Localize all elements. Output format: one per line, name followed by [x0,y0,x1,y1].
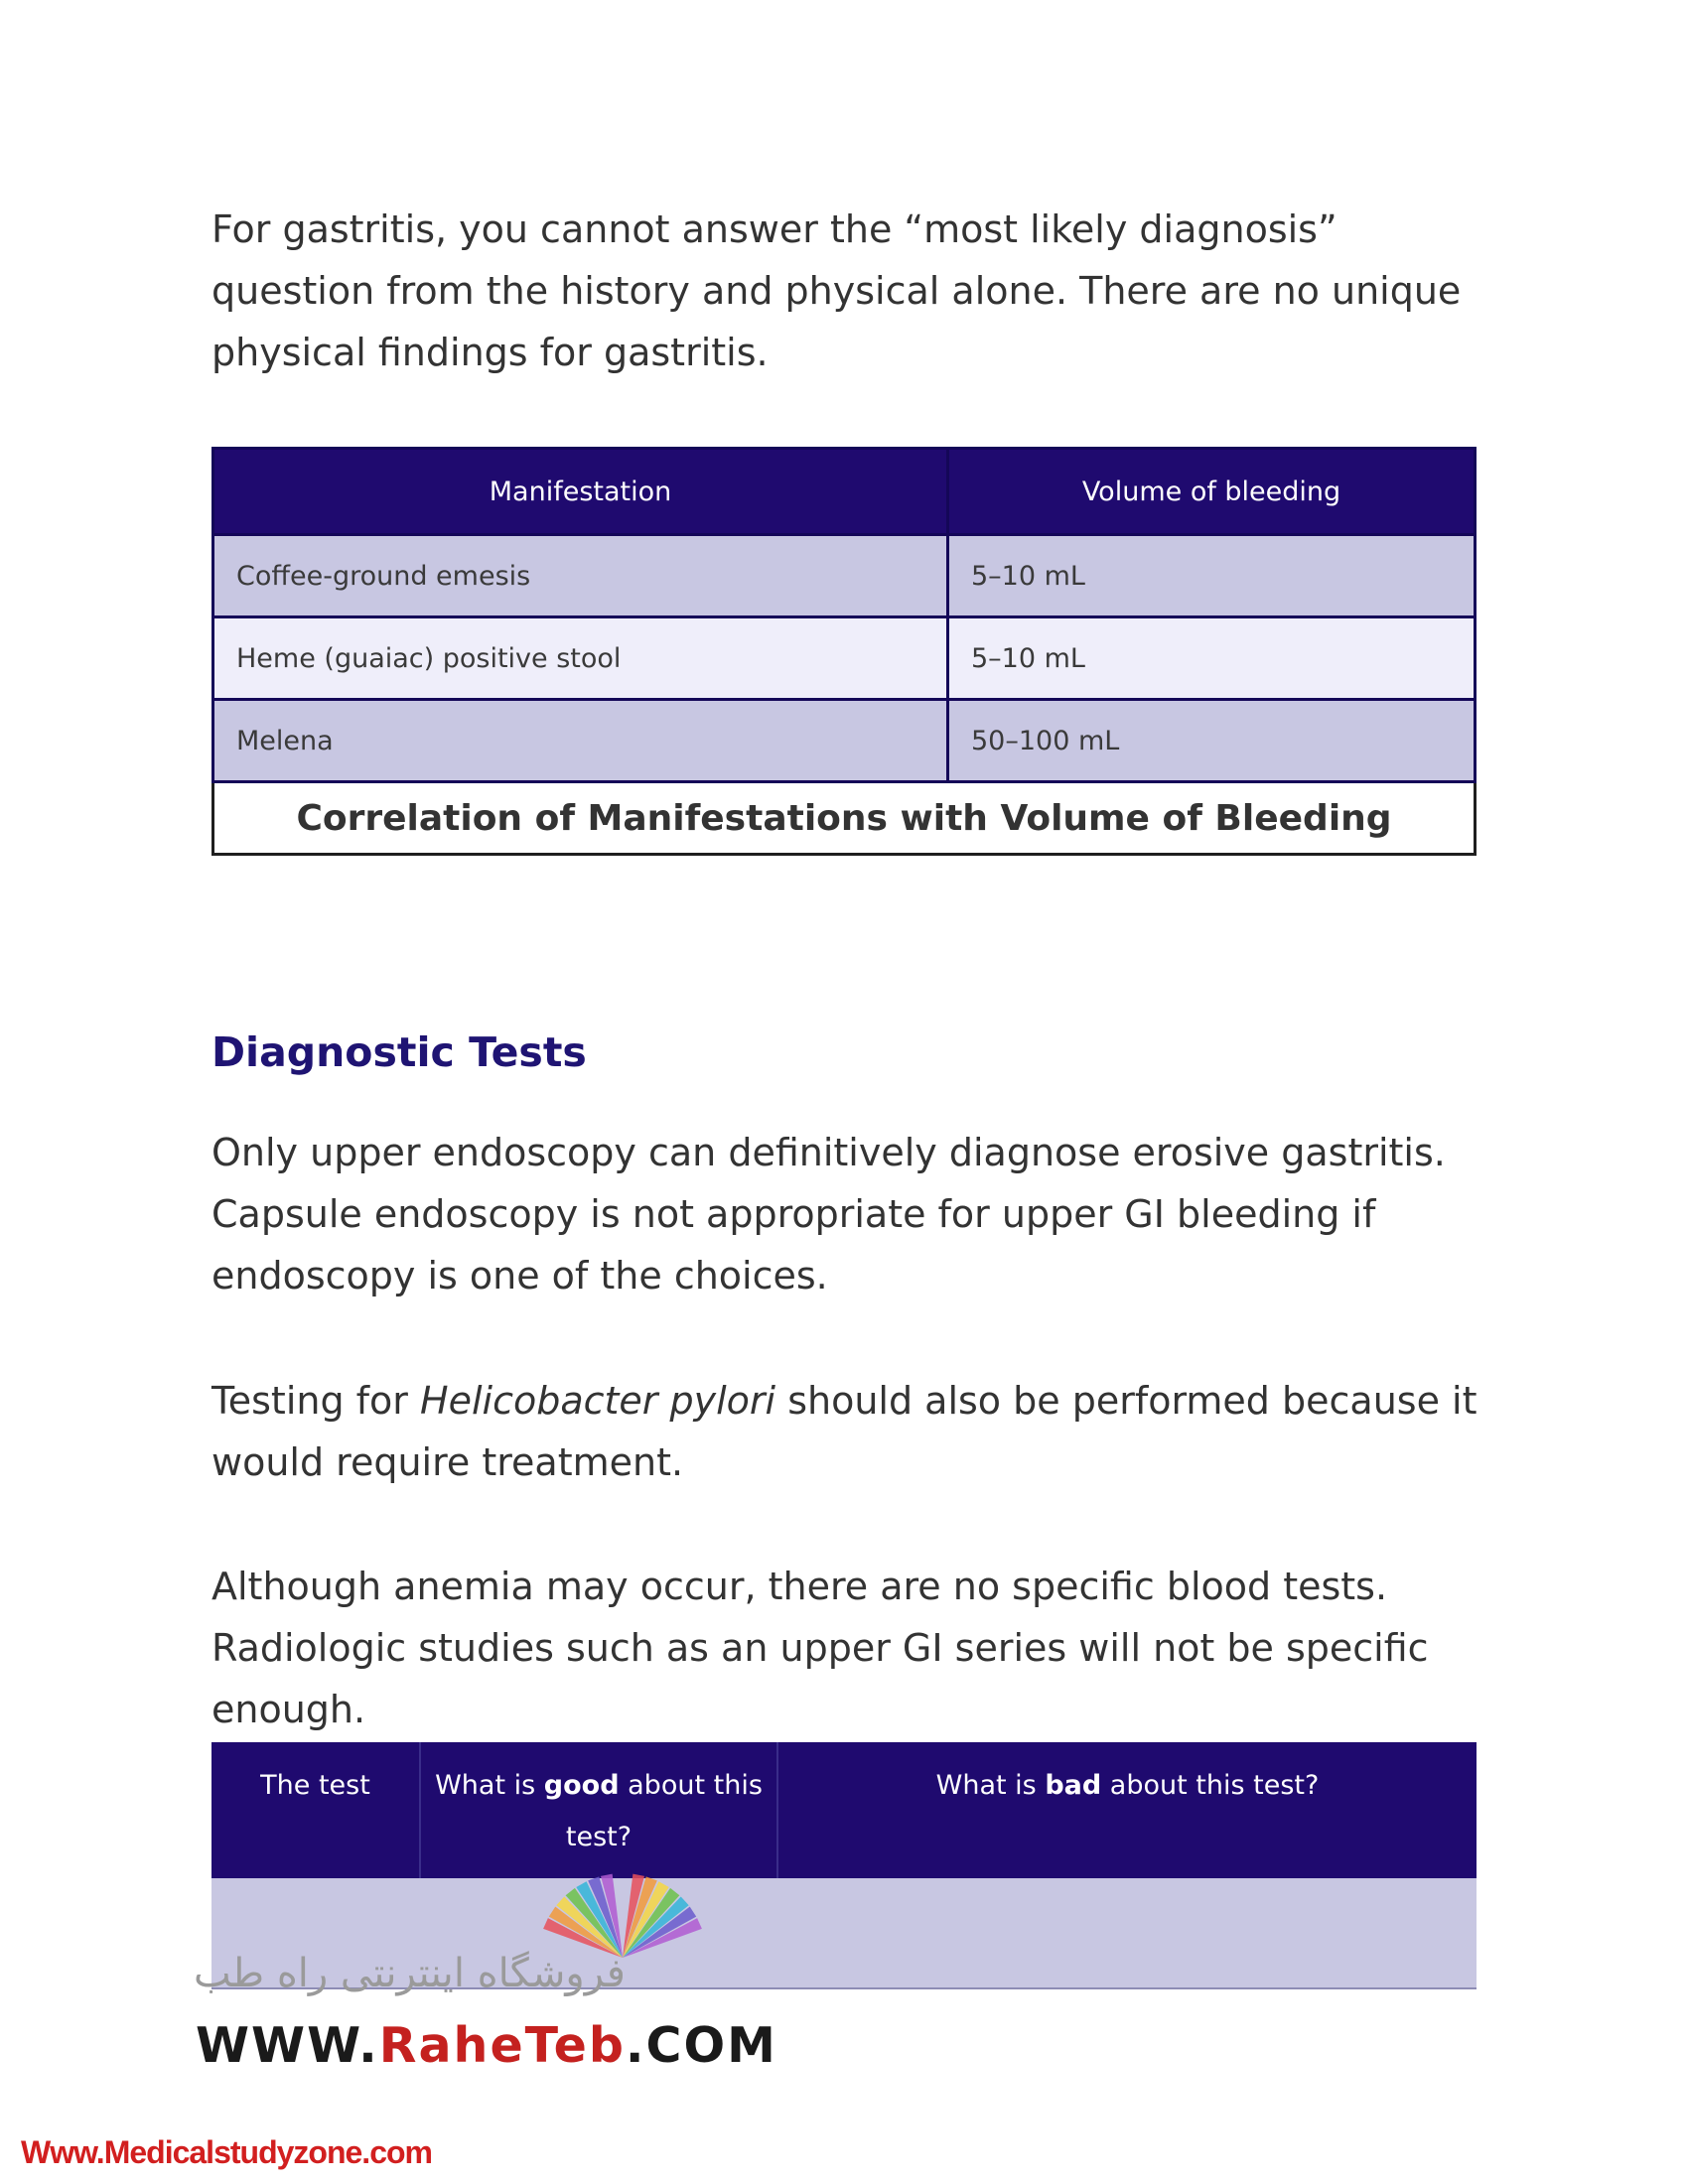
header-manifestation: Manifestation [213,449,948,535]
header-good [420,1742,777,1878]
header-bad-bold: bad [1045,1770,1102,1801]
p2-organism: Helicobacter pylori [420,1379,776,1423]
cell-volume: 5–10 mL [948,535,1476,617]
table-row [213,700,1476,782]
header-bad-prefix: What is [935,1770,1046,1801]
cell-manifestation: Heme (guaiac) positive stool [213,617,948,700]
table-header-row [213,449,1476,535]
intro-paragraph: For gastritis, you cannot answer the “most likely diagnosis” question from the history and physical alone. There are no unique physical findings for gastritis. [211,207,1462,374]
p2-text-before: Testing for [211,1379,421,1423]
header-bad [777,1742,1477,1878]
header-test: The test [211,1742,420,1878]
diagnostic-paragraph-3: Although anemia may occur, there are no specific blood tests. Radiologic studies such as an upper GI series will not be specific enough. [211,1565,1429,1731]
header-good-bold: good [543,1770,620,1801]
watermark-url [196,2017,777,2074]
url-prefix: WWW. [196,2017,379,2074]
cell-volume: 5–10 mL [948,617,1476,700]
table-caption: Correlation of Manifestations with Volume of Bleeding [213,782,1476,855]
table-row [213,617,1476,700]
url-suffix: .COM [625,2017,777,2074]
cell-manifestation: Melena [213,700,948,782]
cell-volume: 50–100 mL [948,700,1476,782]
header-volume: Volume of bleeding [948,449,1476,535]
diagnostic-paragraph-2 [211,1370,1482,1493]
header-bad-suffix: about this test? [1101,1770,1320,1801]
table-header-row [211,1742,1477,1878]
cell-manifestation: Coffee-ground emesis [213,535,948,617]
p2-text-after: should also be performed because it would require treatment. [211,1379,1477,1484]
watermark-store-name: فروشگاه اینترنتی راه طب [194,1951,626,1996]
caption-row [213,782,1476,855]
footer-watermark: Www.Medicalstudyzone.com [21,2134,432,2170]
table-row [213,535,1476,617]
header-good-prefix: What is [435,1770,544,1801]
url-brand: RaheTeb [378,2017,626,2074]
section-heading: Diagnostic Tests [211,1028,587,1076]
header-good-suffix: about this test? [565,1770,763,1852]
diagnostic-paragraph-1: Only upper endoscopy can definitively diagnose erosive gastritis. Capsule endoscopy is not appropriate for upper GI bleeding if endoscopy is one of the choices. [211,1131,1446,1297]
bleeding-volume-table [211,447,1477,856]
